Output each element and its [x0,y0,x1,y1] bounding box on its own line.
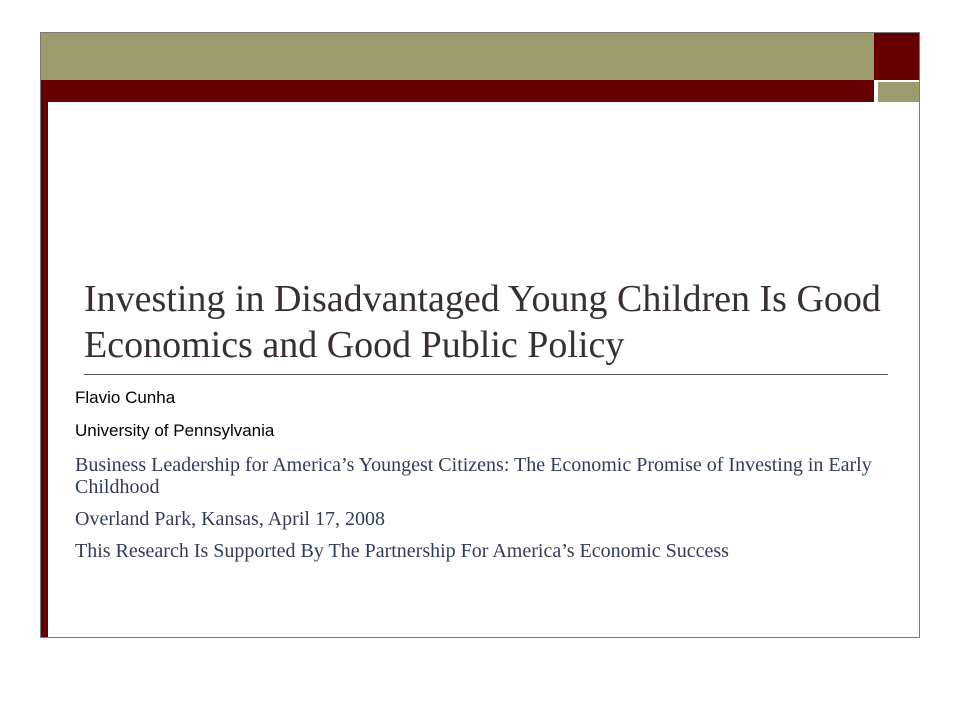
header-band-maroon [41,80,874,102]
title-divider [84,374,888,375]
left-accent-bar [41,102,48,637]
header-band-olive [41,33,874,80]
author-name: Flavio Cunha [75,388,176,407]
subtitle-block [75,388,920,572]
author-affiliation: University of Pennsylvania [75,421,275,440]
event-name: Business Leadership for America’s Youngest Citizens: The Economic Promise of Investing in Early Childhood [75,454,872,498]
corner-square-olive [878,82,919,102]
event-location-date: Overland Park, Kansas, April 17, 2008 [75,508,385,530]
slide-title: Investing in Disadvantaged Young Children Is Good Economics and Good Public Policy [84,278,881,366]
support-note: This Research Is Supported By The Partnership For America’s Economic Success [75,540,729,562]
corner-square-maroon [874,33,919,80]
